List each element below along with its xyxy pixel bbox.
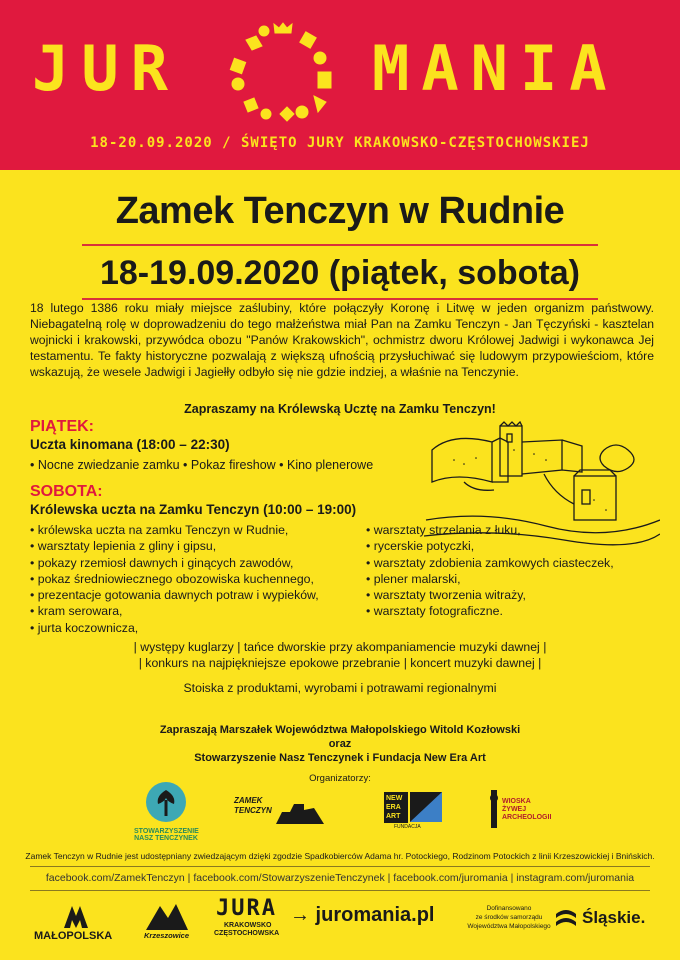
social-links[interactable]: facebook.com/ZamekTenczyn | facebook.com/StowarzyszenieTenczynek | facebook.com/juromania | instagram.com/juromania	[45, 872, 635, 884]
new-era-graphic-icon	[410, 792, 442, 822]
list-item: • warsztaty fotograficzne.	[366, 603, 666, 619]
slaskie-mark-icon	[554, 906, 578, 932]
list-item: • warsztaty zdobienia zamkowych ciasteczek,	[366, 555, 666, 571]
mountains-icon	[146, 900, 188, 930]
juromania-site-link[interactable]: → juromania.pl	[290, 904, 435, 926]
list-item: • plener malarski,	[366, 571, 666, 587]
friday-event: Uczta kinomana (18:00 – 22:30)	[30, 437, 230, 452]
funding-line-1: Dofinansowano	[486, 905, 532, 912]
wioska-line-1: WIOSKA	[502, 798, 531, 805]
hosts-line-2: oraz	[328, 738, 352, 750]
access-note: Zamek Tenczyn w Rudnie jest udostępniany zwiedzającym dzięki zgodzie Spadkobierców Adama hr. Potockiego, Rodzinom Potockich z linii Krzeszowickiej i Bnińskich.	[25, 851, 655, 861]
hosts-line-1: Zapraszają Marszałek Województwa Małopolskiego Witold Kozłowski	[159, 724, 521, 736]
saturday-list-left	[30, 522, 360, 636]
brand-o-icon-wreath	[222, 22, 340, 124]
saturday-event: Królewska uczta na Zamku Tenczyn (10:00 – 19:00)	[30, 502, 357, 517]
newera-sub: FUNDACJA	[394, 824, 421, 830]
brand-logo	[0, 34, 680, 104]
list-item: • warsztaty tworzenia witraży,	[366, 587, 666, 603]
list-item: • warsztaty strzelania z łuku,	[366, 522, 666, 538]
header-banner	[0, 0, 680, 170]
malopolska-mark-icon	[62, 902, 90, 928]
brand-right-text: MANIA	[372, 32, 619, 105]
krzeszowice-logo	[140, 900, 196, 946]
stowarzyszenie-line-2: NASZ TENCZYNEK	[134, 835, 198, 842]
zamek-line-1: ZAMEK	[234, 796, 263, 805]
krzeszowice-text: Krzeszowice	[144, 931, 190, 940]
list-item: • królewska uczta na zamku Tenczyn w Rudnie,	[30, 522, 360, 538]
zamek-line-2: TENCZYN	[234, 806, 272, 815]
new-era-art-logo	[384, 792, 442, 832]
newera-line-1: NEW	[386, 795, 403, 802]
wioska-line-2: ŻYWEJ	[502, 806, 527, 813]
regional-stands: Stoiska z produktami, wyrobami i potrawami regionalnymi	[183, 681, 497, 695]
intro-paragraph: 18 lutego 1386 roku miały miejsce zaślubiny, które połączyły Koronę i Litwę w jeden organizm państwowy. Niebagatelną rolę w doprowadzeniu do tego małżeństwa miał Pan na Zamku Tenczyn - Jan Tęczyński - kasztelan wojnicki i krakowski, przywódca obozu "Panów Krakowskich", ochmistrz dworu Królowej Jadwigi i wykonawca Jej testamentu. Te fakty historyczne pozwalają z większą ufnością przysłuchiwać się ludowym przypowieściom, które wskazują, że wesele Jadwigi i Jagiełły odbyło się nie gdzie indziej, a właśnie na Tenczynie.	[30, 301, 654, 379]
funding-line-2: ze środków samorządu	[475, 914, 543, 921]
jura-sub-1: KRAKOWSKO	[224, 922, 272, 929]
list-item: • kram serowara,	[30, 603, 360, 619]
jura-sub-2: CZĘSTOCHOWSKA	[214, 930, 280, 937]
funding-note	[466, 904, 552, 940]
saturday-heading: SOBOTA:	[30, 483, 103, 500]
slaskie-logo	[554, 906, 664, 942]
zamek-tenczyn-logo	[234, 796, 326, 830]
malopolska-text: MAŁOPOLSKA	[34, 930, 113, 942]
brand-left-text: JUR	[32, 32, 180, 105]
links-divider-bottom	[30, 890, 650, 891]
newera-line-2: ERA	[386, 804, 401, 811]
links-divider-top	[30, 866, 650, 867]
organizers-label: Organizatorzy:	[309, 773, 371, 784]
tree-icon	[134, 780, 198, 824]
slaskie-text: Śląskie.	[582, 908, 646, 927]
list-item: • prezentacje gotowania dawnych potraw i wypieków,	[30, 587, 360, 603]
list-item: • rycerskie potyczki,	[366, 538, 666, 554]
jura-text: JURA	[216, 896, 277, 921]
stowarzyszenie-line-1: STOWARZYSZENIE	[134, 828, 199, 835]
jura-logo	[212, 896, 288, 946]
wioska-line-3: ARCHEOLOGII	[502, 814, 552, 821]
castle-ruin-icon	[274, 798, 326, 826]
list-item: • pokazy rzemiosł dawnych i ginących zawodów,	[30, 555, 360, 571]
list-item: • pokaz średniowiecznego obozowiska kuchennego,	[30, 571, 360, 587]
event-dates: 18-19.09.2020 (piątek, sobota)	[99, 254, 580, 292]
friday-heading: PIĄTEK:	[30, 418, 94, 435]
funding-line-3: Województwa Małopolskiego	[467, 923, 551, 930]
extras-line-1: | występy kuglarzy | tańce dworskie przy akompaniamencie muzyki dawnej |	[133, 640, 547, 654]
stowarzyszenie-logo	[134, 780, 198, 840]
wioska-zywej-archeologii-logo	[488, 790, 558, 830]
title-divider	[82, 244, 598, 246]
newera-line-3: ART	[386, 813, 401, 820]
friday-items: • Nocne zwiedzanie zamku • Pokaz fireshow • Kino plenerowe	[30, 458, 374, 472]
page-title: Zamek Tenczyn w Rudnie	[115, 190, 565, 232]
castle-illustration	[424, 420, 660, 548]
invite-text: Zapraszamy na Królewską Ucztę na Zamku Tenczyn!	[184, 402, 496, 416]
hosts-line-3: Stowarzyszenie Nasz Tenczynek i Fundacja New Era Art	[194, 752, 486, 764]
list-item: • jurta koczownicza,	[30, 620, 360, 636]
tagline: 18-20.09.2020 / ŚWIĘTO JURY KRAKOWSKO-CZĘSTOCHOWSKIEJ	[90, 135, 590, 151]
list-item: • warsztaty lepienia z gliny i gipsu,	[30, 538, 360, 554]
totem-icon	[488, 790, 500, 828]
extras-line-2: | konkurs na najpiękniejsze epokowe przebranie | koncert muzyki dawnej |	[138, 656, 542, 670]
malopolska-logo	[30, 902, 122, 948]
